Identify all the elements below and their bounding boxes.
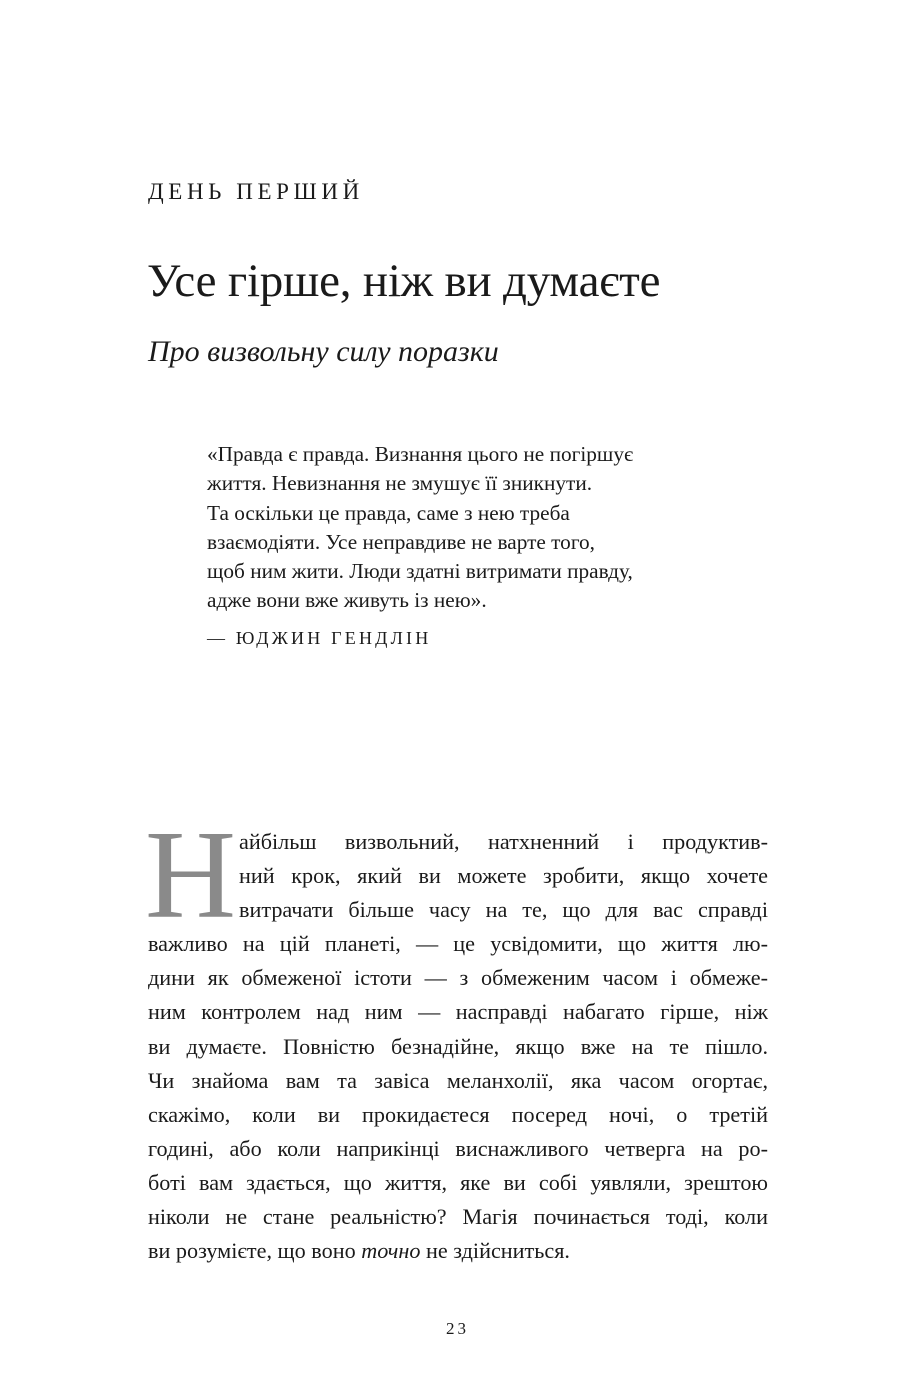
body-line: айбільш визвольний, натхненний і продуктив- xyxy=(239,829,768,854)
body-line: ним контролем над ним — насправді набагато гірше, ніж xyxy=(148,999,768,1025)
body-line: боті вам здається, що життя, яке ви собі уявляли, зрештою xyxy=(148,1169,768,1195)
epigraph-quote xyxy=(207,440,727,616)
body-line: ви думаєте. Повністю безнадійне, якщо вже на те пішло. xyxy=(148,1033,768,1059)
body-line: скажімо, коли ви прокидаєтеся посеред ночі, о третій xyxy=(148,1101,768,1127)
chapter-subtitle: Про визвольну силу поразки xyxy=(148,335,499,368)
body-line: дини як обмеженої істоти — з обмеженим часом і обмеже- xyxy=(148,965,768,991)
body-line: важливо на цій планеті, — це усвідомити, що життя лю- xyxy=(148,931,768,957)
epigraph-author: — ЮДЖИН ГЕНДЛІН xyxy=(207,628,432,648)
body-line: ніколи не стане реальністю? Магія починається тоді, коли xyxy=(148,1204,768,1230)
body-line: годині, або коли наприкінці виснажливого четверга на ро- xyxy=(148,1135,768,1161)
epigraph-line: адже вони вже живуть із нею». xyxy=(207,588,487,613)
epigraph-line: Та оскільки це правда, саме з нею треба xyxy=(207,500,570,525)
body-last-line-start: ви розумієте, що воно xyxy=(148,1238,362,1264)
chapter-label: ДЕНЬ ПЕРШИЙ xyxy=(148,179,364,204)
chapter-title: Усе гірше, ніж ви думаєте xyxy=(147,255,661,307)
body-last-line-end: не здійсниться. xyxy=(420,1238,570,1264)
body-last-line xyxy=(148,1234,768,1268)
body-paragraph xyxy=(148,825,768,1268)
body-line: ний крок, який ви можете зробити, якщо хочете xyxy=(239,863,768,889)
epigraph-line: життя. Невизнання не змушує її зникнути. xyxy=(207,471,593,496)
body-line: витрачати більше часу на те, що для вас справді xyxy=(239,897,768,923)
epigraph-line: щоб ним жити. Люди здатні витримати правду, xyxy=(207,559,633,584)
body-emphasis-word: точно xyxy=(361,1238,421,1264)
body-line: Чи знайома вам та завіса меланхолії, яка часом огортає, xyxy=(148,1067,768,1093)
epigraph-line: «Правда є правда. Визнання цього не погіршує xyxy=(207,442,634,466)
epigraph-line: взаємодіяти. Усе неправдиве не варте того, xyxy=(207,529,596,554)
drop-cap-letter: Н xyxy=(145,806,236,945)
page-number: 23 xyxy=(446,1319,469,1338)
